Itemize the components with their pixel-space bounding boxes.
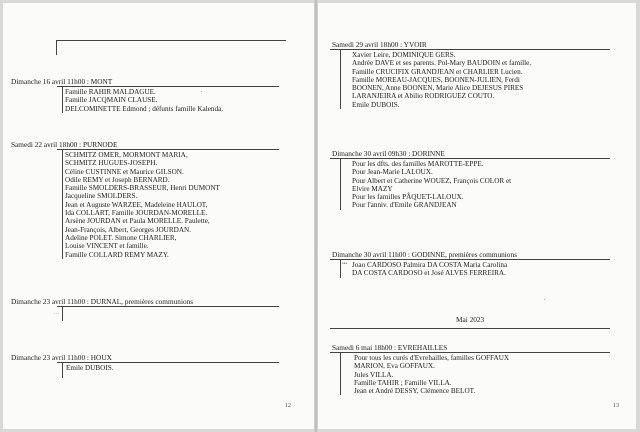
month-rule: [330, 328, 610, 329]
entry-line: Famille JACQMAIN CLAUSE.: [65, 96, 158, 105]
entry-line: Odile REMY et Joseph BERNARD.: [65, 175, 170, 184]
entry-mont: [9, 77, 279, 113]
entry-godinne: [330, 250, 610, 278]
entry-yvoir: [330, 40, 610, 109]
entry-line: Pour les familles PÂQUET-LALOUX.: [352, 193, 464, 202]
entry-line: SCHMITZ OMER, MORMONT MARIA,: [65, 151, 188, 159]
entry-houx: [9, 353, 279, 378]
entry-line: Joao CARDOSO Palmira DA COSTA Maria Carolina: [352, 261, 508, 269]
entry-heading: Dimanche 23 avril 11h00 : DURNAL, premières communions: [11, 297, 194, 306]
entry-line: Famille COLLARD REMY MAZY.: [65, 250, 169, 259]
entry-line: LARANJEIRA et Abilio RODRIGUEZ COUTO.: [352, 92, 495, 101]
entry-durnal: [9, 297, 279, 321]
entry-line: Adeline POLET. Simone CHARLIER,: [65, 233, 177, 242]
page-number: 12: [285, 403, 291, 409]
entry-line: Céline CUSTINNE et Maurice GILSON.: [65, 167, 184, 176]
margin-mark: …: [54, 311, 59, 316]
entry-line: Jean-François, Albert, Georges JOURDAN.: [65, 225, 192, 234]
entry-heading: Dimanche 23 avril 11h00 : HOUX: [11, 353, 112, 362]
entry-line: Famille SMOLDERS-BRASSEUR, Henri DUMONT: [65, 184, 220, 193]
entry-line: Ida COLLART, Famille JOURDAN-MORELLE.: [65, 209, 208, 218]
entry-heading: Samedi 22 avril 18h00 : PURNODE: [11, 140, 118, 149]
entry-purnode: [9, 140, 279, 259]
entry-line: Elvire MAZY: [352, 184, 393, 193]
entry-line: Pour l'anniv. d'Emile GRANDJEAN: [352, 201, 457, 210]
right-page: [318, 3, 636, 429]
page-number: 13: [613, 403, 619, 409]
entry-line: Jean et André DESSY, Clémence BELOT.: [354, 387, 476, 396]
entry-line: Andrée DAVE et ses parents. Pol-Mary BAUDOIN et famille.: [352, 59, 532, 68]
entry-evrehailles: [330, 343, 610, 395]
entry-line: Famille TAHIR ; Famille VILLA.: [354, 378, 452, 387]
entry-heading: Dimanche 30 avril 11h00 : GODINNE, premières communions: [332, 250, 517, 259]
entry-line: DA COSTA CARDOSO et José ALVES FERREIRA.: [352, 269, 506, 278]
entry-line: MARION, Eva GOFFAUX.: [354, 362, 435, 371]
entry-line: Emile DUBOIS.: [66, 364, 114, 372]
entry-line: Pour tous les curés d'Evrehailles, familles GOFFAUX: [354, 354, 510, 362]
left-page: [3, 3, 314, 429]
entry-line: Famille CRUCIFIX GRANDJEAN et CHARLIER Lucien.: [352, 67, 523, 76]
entry-heading: Dimanche 16 avril 11h00 : MONT: [11, 77, 113, 86]
entry-line: Jacqueline SMOLDERS.: [65, 192, 138, 201]
entry-line: Famille MOREAU-JACQUES, BOONEN-JULIEN, Ferdi: [352, 75, 520, 84]
entry-line: Pour Jean-Marie LALOUX.: [352, 168, 433, 177]
margin-mark: •••: [342, 262, 348, 267]
entry-line: Famille RAHIR MALDAGUE.: [65, 88, 156, 96]
entry-line: Arsène JOURDAN et Paula MORELLE. Paulette,: [65, 217, 210, 226]
entry-line: SCHMITZ HUGUES-JOSEPH.: [65, 159, 158, 168]
entry-heading: Dimanche 30 avril 09h30 : DORINNE: [332, 149, 445, 158]
entry-line: Pour Albert et Catherine WOUEZ, François COLOR et: [352, 176, 512, 185]
entry-line: Jules VILLA.: [354, 370, 394, 379]
entry-heading: Samedi 29 avril 18h00 : YVOIR: [332, 40, 427, 49]
speck: [544, 299, 545, 300]
entry-line: BOONEN, Anne BOONEN, Marie Alice DEJESUS PIRES: [352, 84, 524, 93]
entry-heading: Samedi 6 mai 18h00 : EVREHAILLES: [332, 343, 448, 352]
entry-line: Louise VINCENT et famille.: [65, 242, 149, 251]
entry-line: DELCOMINETTE Edmond ; défunts famille Kalenda.: [65, 104, 224, 113]
top-bracket: [56, 40, 286, 55]
entry-line: Jean et Auguste WARZEE, Madeleine HAULOT,: [65, 200, 208, 209]
month-title: Mai 2023: [456, 315, 485, 324]
entry-line: Pour les dfts. des familles MAROTTE-EPPE.: [352, 160, 484, 168]
entry-dorinne: [330, 149, 610, 210]
entry-line: Xavier Leire, DOMINIQUE GERS.: [352, 51, 456, 59]
entry-line: Emile DUBOIS.: [352, 100, 400, 109]
